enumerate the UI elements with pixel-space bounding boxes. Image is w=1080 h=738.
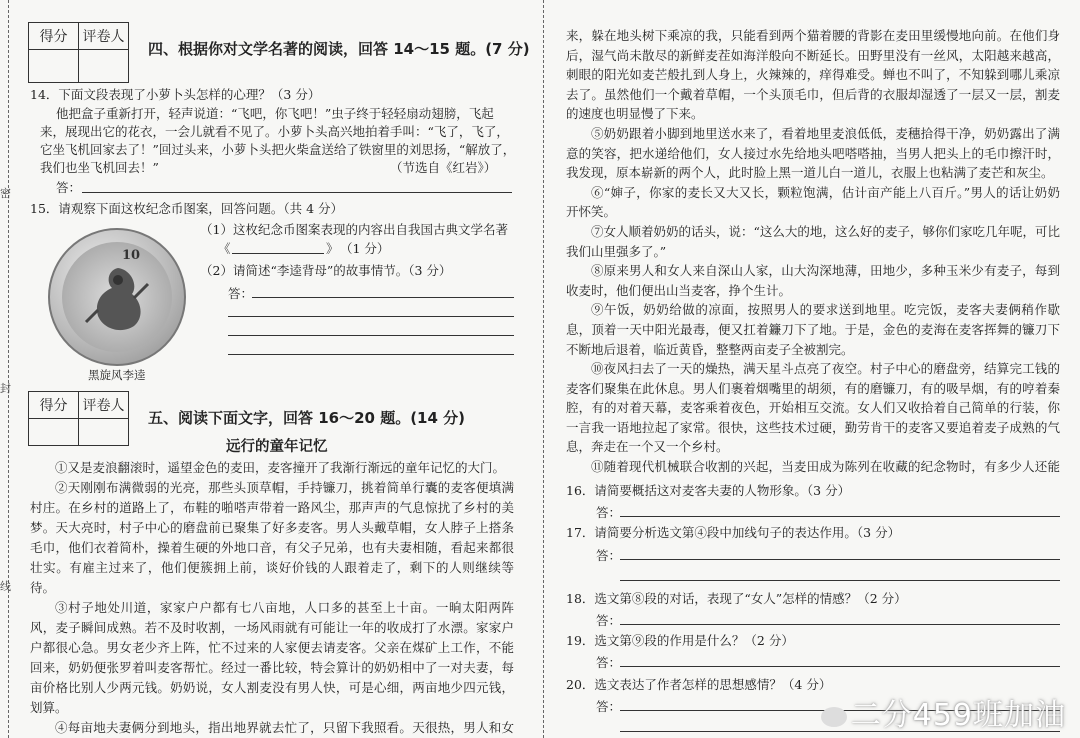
grader-label: 评卷人 [79, 23, 129, 50]
q17-answer-label: 答： [596, 548, 622, 563]
li-kui-figure-icon [78, 260, 158, 340]
paragraph-11: ⑪随着现代机械联合收割的兴起，当麦田成为陈列在收藏的纪念物时，有多少人还能 [591, 459, 1060, 475]
paragraph-4: ④每亩地夫妻俩分到地头，指出地界就去忙了，只留下我照看。天很热，男人和女 [55, 720, 514, 735]
coin-value: 10 [122, 248, 141, 263]
paragraph-10: ⑩夜风扫去了一天的燥热，满天星斗点亮了夜空。村子中心的磨盘旁，结算完工钱的麦客们聚集在此休息。男人们裹着烟嘴里的胡须，有的磨镰刀，有的吸旱烟，有的哼着秦腔，有的对着天幕，麦客乘着夜色，开始相互交流。女人们又收拾着自己简单的行装，你一言我一语地拉起了家常。很快，这些技术过硬，勤劳肯干的麦客又要追着麦子成熟的气息，奔走在一个又一个乡村。 [566, 361, 1060, 455]
paragraph-2: ②天刚刚布满微弱的光亮，那些头顶草帽，手持镰刀，挑着简单行囊的麦客便填满村庄。在乡村的道路上了，布鞋的啪嗒声带着一路风尘，那声声的气息惊扰了乡村的美梦。天大亮时，村子中心的磨盘前已聚集了好多麦客。男人头戴草帽，女人脖子上搭条毛巾，他们衣着简朴，操着生硬的外地口音，有父子兄弟，也有夫妻相随，看起来都很壮实。有雇主过来了，他们便簇拥上前，谈好价钱的人跟着走了，剩下的人则继续等待。 [30, 480, 514, 595]
q15-1-text: （1）这枚纪念币图案表现的内容出自我国古典文学名著 [200, 222, 508, 237]
margin-char-xian: 线 [0, 580, 11, 593]
commemorative-coin-image [48, 228, 186, 366]
margin-char-mi: 密 [0, 187, 11, 200]
q14-passage-line4: 我们也坐飞机回去！” [40, 160, 159, 175]
paragraph-3: ③村子地处川道，家家户户都有七八亩地，人口多的甚至上十亩。一晌太阳两阵风，麦子瞬间成熟。若不及时收割，一场风雨就有可能让一年的收成打了水漂。家家户户都很心急。男女老少齐上阵，忙不过来的人家便去请麦客。父亲在煤矿上工作，不能回来，奶奶便张罗着叫麦客帮忙。经过一番比较，特会算计的奶奶相中了一对夫妻，每亩价格比别人少两元钱。奶奶说，女人割麦没有男人快，可是心细，两亩地少四元钱，划算。 [30, 600, 514, 715]
article-title: 远行的童年记忆 [226, 439, 328, 455]
q14-answer-line[interactable] [82, 192, 512, 193]
section4-title: 四、根据你对文学名著的阅读，回答 14～15 题。(7 分) [148, 40, 530, 58]
q14-source: （节选自《红岩》） [390, 160, 497, 175]
q18-answer-line-1[interactable] [620, 624, 1060, 625]
q15-2-text: （2）请简述“李逵背母”的故事情节。（3 分） [200, 263, 452, 278]
paragraph-5: ⑤奶奶跟着小脚到地里送水来了，看着地里麦浪低低，麦穗拾得干净，奶奶露出了满意的笑容，把水递给他们，女人接过水先给地头吧嗒嗒抽，当男人把头上的毛巾擦汗时，我发现，原本崭新的两个人，此时脸上黑一道儿白一道儿，衣服上也粘满了麦芒和灰尘。 [566, 125, 1060, 181]
binding-line [8, 0, 9, 738]
q15-2-answer-line-1[interactable] [252, 297, 514, 298]
wechat-icon [821, 707, 847, 727]
q14-answer-label: 答： [56, 180, 82, 195]
paragraph-7: ⑦女人顺着奶奶的话头，说：“这么大的地，这么好的麦子，够你们家吃几年呢，可比我们山里强多了。” [566, 223, 1060, 259]
q15-2-answer-line-3[interactable] [228, 335, 514, 336]
paragraph-6: ⑥“婶子，你家的麦长又大又长，颗粒饱满，估计亩产能上八百斤。”男人的话让奶奶开怀笑。 [566, 184, 1060, 220]
coin-caption: 黑旋风李逵 [88, 368, 146, 382]
paragraph-1: ①又是麦浪翻滚时，遥望金色的麦田，麦客撞开了我渐行渐远的童年记忆的大门。 [55, 460, 506, 475]
grader-cell [79, 50, 129, 83]
article-body-right [566, 26, 1060, 476]
q19-answer-label: 答： [596, 655, 622, 670]
q15-1-answer-blank[interactable] [232, 253, 324, 254]
q20-text: 20．选文表达了作者怎样的思想感情？（4 分） [566, 677, 832, 692]
score-table-section5 [28, 391, 129, 446]
q17-answer-line-2[interactable] [620, 580, 1060, 581]
margin-char-feng: 封 [0, 382, 11, 395]
q14-passage-line3: 它坐飞机回家去了！”回过头来，小萝卜头把火柴盒送给了铁窗里的刘思扬，“解放了， [40, 142, 516, 157]
q15-2-answer-label: 答： [228, 286, 254, 301]
wechat-watermark: 二分459班加油 [821, 690, 1066, 734]
q14-text: 14．下面文段表现了小萝卜头怎样的心理？（3 分） [30, 87, 321, 102]
score-cell [29, 50, 79, 83]
grader-cell [79, 419, 129, 446]
q15-1-score: （1 分） [340, 241, 390, 256]
q14-passage-line1: 他把盒子重新打开，轻声说道：“飞吧，你飞吧！”虫子终于轻轻扇动翅膀，飞起 [56, 106, 494, 121]
paragraph-4-cont: 来，躲在地头树下乘凉的我，只能看到两个猫着腰的背影在麦田里缓慢地向前。在他们身后，湿气尚未散尽的新鲜麦茬如海洋般向不断延长。田野里没有一丝风，太阳越来越高，刺眼的阳光如麦芒般扎到人身上，火辣辣的，痒得难受。蝉也不叫了，不知躲到哪儿乘凉去了。虽然他们一个戴着草帽，一个头顶毛巾，但后背的衣服却湿透了一层又一层，割麦的速度也明显慢了下来。 [566, 28, 1060, 122]
q15-text: 15．请观察下面这枚纪念币图案，回答问题。（共 4 分） [30, 201, 344, 216]
q17-text: 17．请简要分析选文第④段中加线句子的表达作用。（3 分） [566, 525, 901, 540]
q19-answer-line-1[interactable] [620, 666, 1060, 667]
q15-2-answer-line-4[interactable] [228, 354, 514, 355]
column-divider [543, 0, 544, 738]
q20-answer-label: 答： [596, 699, 622, 714]
q16-text: 16．请简要概括这对麦客夫妻的人物形象。（3 分） [566, 483, 851, 498]
score-table-section4 [28, 22, 129, 83]
q19-text: 19．选文第⑨段的作用是什么？（2 分） [566, 633, 794, 648]
q15-1-bracket-right: 》 [326, 241, 339, 256]
q18-answer-label: 答： [596, 613, 622, 628]
q17-answer-line-1[interactable] [620, 559, 1060, 560]
score-cell [29, 419, 79, 446]
score-label: 得分 [29, 23, 79, 50]
q15-2-answer-line-2[interactable] [228, 316, 514, 317]
grader-label: 评卷人 [79, 392, 129, 419]
article-body-left [30, 458, 514, 738]
score-label: 得分 [29, 392, 79, 419]
q18-text: 18．选文第⑧段的对话，表现了“女人”怎样的情感？（2 分） [566, 591, 907, 606]
q16-answer-line-1[interactable] [620, 516, 1060, 517]
q14-passage-line2: 来，展现出它的花衣，一会儿就看不见了。小萝卜头高兴地拍着手叫：“飞了，飞了， [40, 124, 509, 139]
paragraph-9: ⑨午饭，奶奶给做的凉面，按照男人的要求送到地里。吃完饭，麦客夫妻俩稍作歇息，顶着一天中阳光最毒，便又扛着鐮刀下了地。于是，金色的麦海在麦客挥舞的镰刀下不断地后退着，临近黄昏，整整两亩麦子全被割完。 [566, 302, 1060, 357]
q15-1-bracket-left: 《 [218, 241, 231, 256]
q16-answer-label: 答： [596, 505, 622, 520]
section5-title: 五、阅读下面文字，回答 16～20 题。(14 分) [148, 409, 466, 427]
paragraph-8: ⑧原来男人和女人来自深山人家，山大沟深地薄，田地少，多种玉米少有麦子，每到收麦时，他们便出山当麦客，挣个生计。 [566, 263, 1060, 298]
